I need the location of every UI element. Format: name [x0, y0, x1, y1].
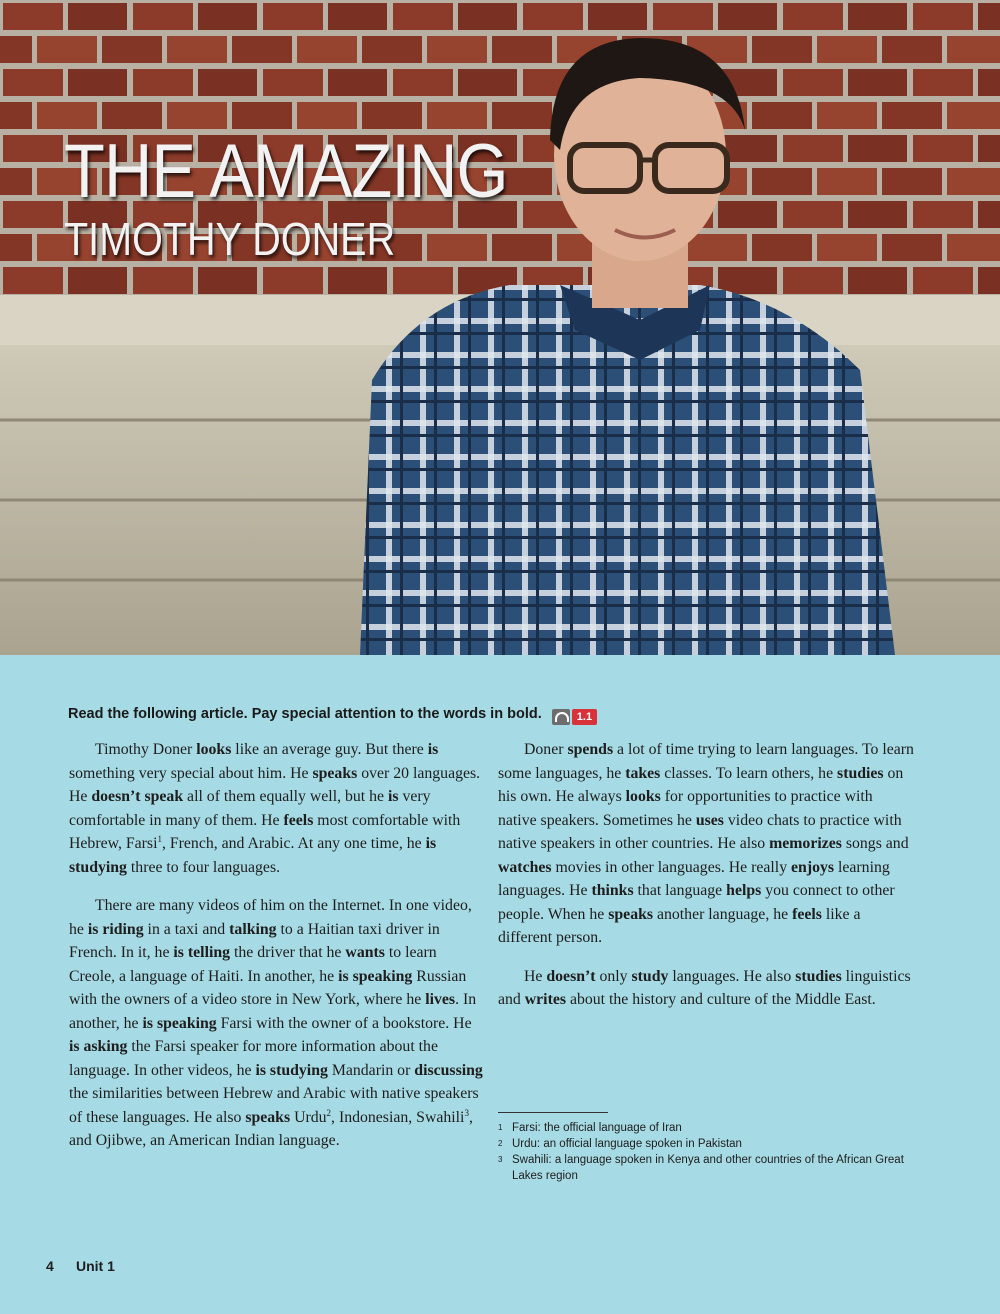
unit-label: Unit 1: [76, 1258, 115, 1274]
footnote: 1 Farsi: the official language of Iran: [498, 1122, 682, 1134]
footnote: 3 Swahili: a language spoken in Kenya and other countries of the African Great Lakes region: [498, 1154, 904, 1182]
article-paragraph: Doner spends a lot of time trying to learn languages. To learn some languages, he takes classes. To learn others, he studies on his own. He always looks for opportunities to practice with native speakers. Sometimes he uses video chats to practice with native speakers in other countries. He also memorizes songs and watches movies in other languages. He really enjoys learning languages. He thinks that language helps you connect to other people. When he speaks another language, he feels like a different person.: [498, 741, 914, 946]
headphones-icon: [552, 709, 570, 725]
hero-photo: [0, 0, 1000, 655]
brick-wall-photo: [0, 0, 1000, 655]
footnote: 2 Urdu: an official language spoken in Pakistan: [498, 1138, 742, 1150]
footnotes: [498, 1120, 918, 1184]
track-number: 1.1: [572, 709, 597, 725]
reading-instruction: [68, 706, 597, 725]
article-paragraph: There are many videos of him on the Internet. In one video, he is riding in a taxi and talking to a Haitian taxi driver in French. In it, he is telling the driver that he wants to learn Creole, a language of Haiti. In another, he is speaking Russian with the owners of a video store in New York, where he lives. In another, he is speaking Farsi with the owner of a bookstore. He is asking the Farsi speaker for more information about the language. In other videos, he is studying Mandarin or discussing the similarities between Hebrew and Arabic with native speakers of these languages. He also speaks Urdu$^2$, Indonesian, Swahili$^3$, and Ojibwe, an American Indian language.: [69, 897, 483, 1149]
article-paragraph: Timothy Doner looks like an average guy. But there is something very special about him. He speaks over 20 languages. He doesn’t speak all of them equally well, but he is very comfortable in many of them. He feels most comfortable with Hebrew, Farsi$^1$, French, and Arabic. At any one time, he is studying three to four languages.: [69, 741, 481, 876]
footnote-divider: [498, 1112, 608, 1113]
instruction-text: Read the following article. Pay special attention to the words in bold.: [68, 706, 542, 722]
article-right-column: [498, 738, 914, 1027]
audio-track-button[interactable]: [552, 709, 597, 725]
article-left-column: [69, 738, 485, 1168]
title-line-1: THE AMAZING: [64, 129, 508, 214]
article-paragraph: He doesn’t only study languages. He also studies linguistics and writes about the history and culture of the Middle East.: [498, 967, 911, 1008]
title-line-2: TIMOTHY DONER: [64, 213, 396, 265]
page-number: 4: [46, 1258, 54, 1274]
